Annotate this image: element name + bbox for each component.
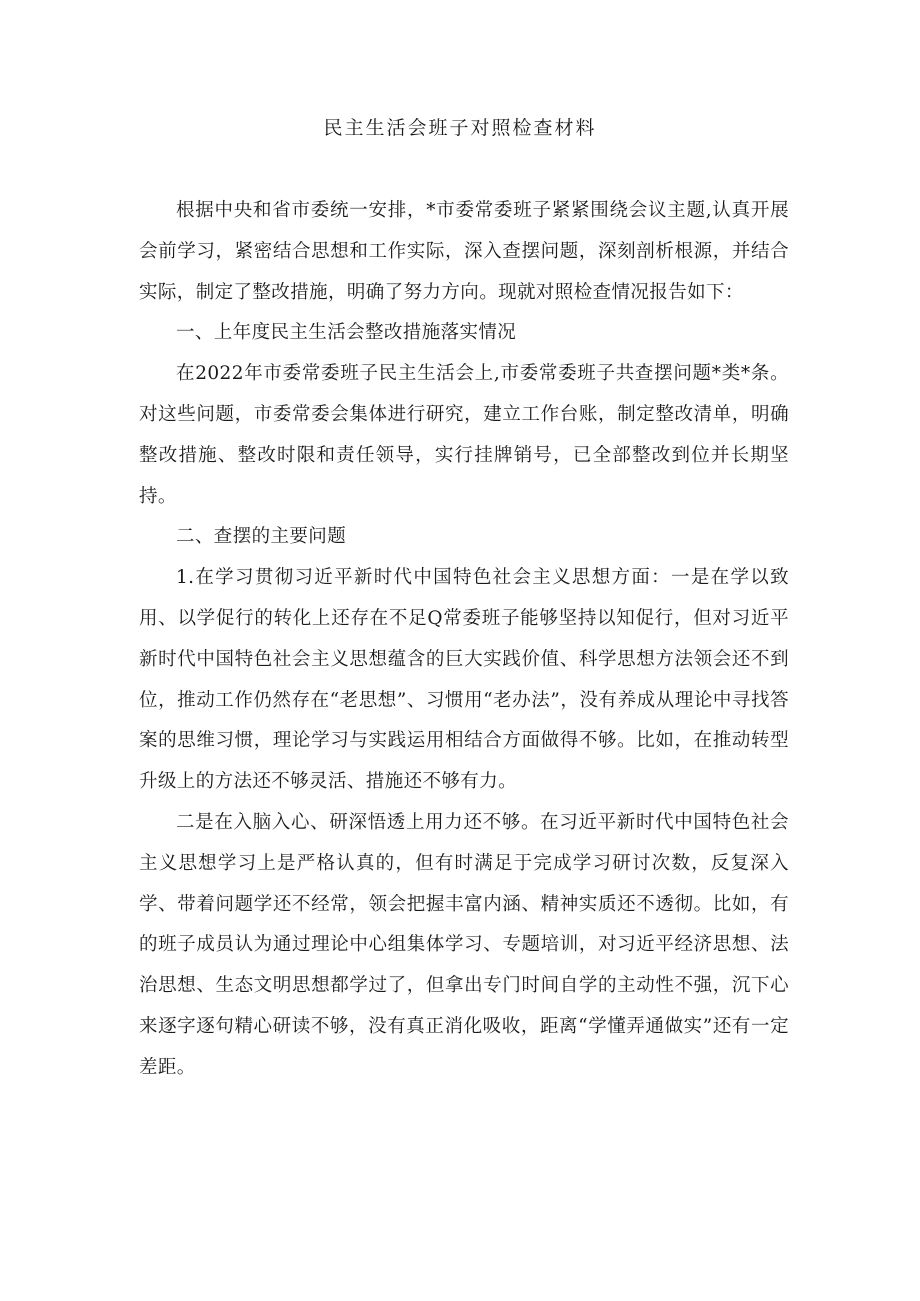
problem-2-paragraph: 二是在入脑入心、研深悟透上用力还不够。在习近平新时代中国特色社会主义思想学习上是严格认真的，但有时满足于完成学习研讨次数，反复深入学、带着问题学还不经常，领会把握丰富内涵、精神实质还不透彻。比如，有的班子成员认为通过理论中心组集体学习、专题培训，对习近平经济思想、法治思想、生态文明思想都学过了，但拿出专门时间自学的主动性不强，沉下心来逐字逐句精心研读不够，没有真正消化吸收，距离“学懂弄通做实”还有一定差距。	[139, 811, 789, 1078]
intro-paragraph: 根据中央和省市委统一安排，*市委常委班子紧紧围绕会议主题,认真开展会前学习，紧密结合思想和工作实际，深入查摆问题，深刻剖析根源，并结合实际，制定了整改措施，明确了努力方向。现就对照检查情况报告如下：	[139, 200, 789, 303]
problem-1-paragraph: 1.在学习贯彻习近平新时代中国特色社会主义思想方面：一是在学以致用、以学促行的转化上还存在不足Q常委班子能够坚持以知促行，但对习近平新时代中国特色社会主义思想蕴含的巨大实践价值、科学思想方法领会还不到位，推动工作仍然存在“老思想”、习惯用“老办法”，没有养成从理论中寻找答案的思维习惯，理论学习与实践运用相结合方面做得不够。比如，在推动转型升级上的方法还不够灵活、措施还不够有力。	[139, 567, 789, 793]
section-heading-2: 二、查摆的主要问题	[176, 526, 347, 548]
document-title: 民主生活会班子对照检查材料	[323, 117, 597, 139]
document-body	[139, 191, 789, 1089]
section-heading-1: 一、上年度民主生活会整改措施落实情况	[176, 322, 517, 344]
section-1-paragraph: 在2022年市委常委班子民主生活会上,市委常委班子共查摆问题*类*条。对这些问题，市委常委会集体进行研究，建立工作台账，制定整改清单，明确整改措施、整改时限和责任领导，实行挂牌销号，已全部整改到位并长期坚持。	[139, 363, 789, 507]
